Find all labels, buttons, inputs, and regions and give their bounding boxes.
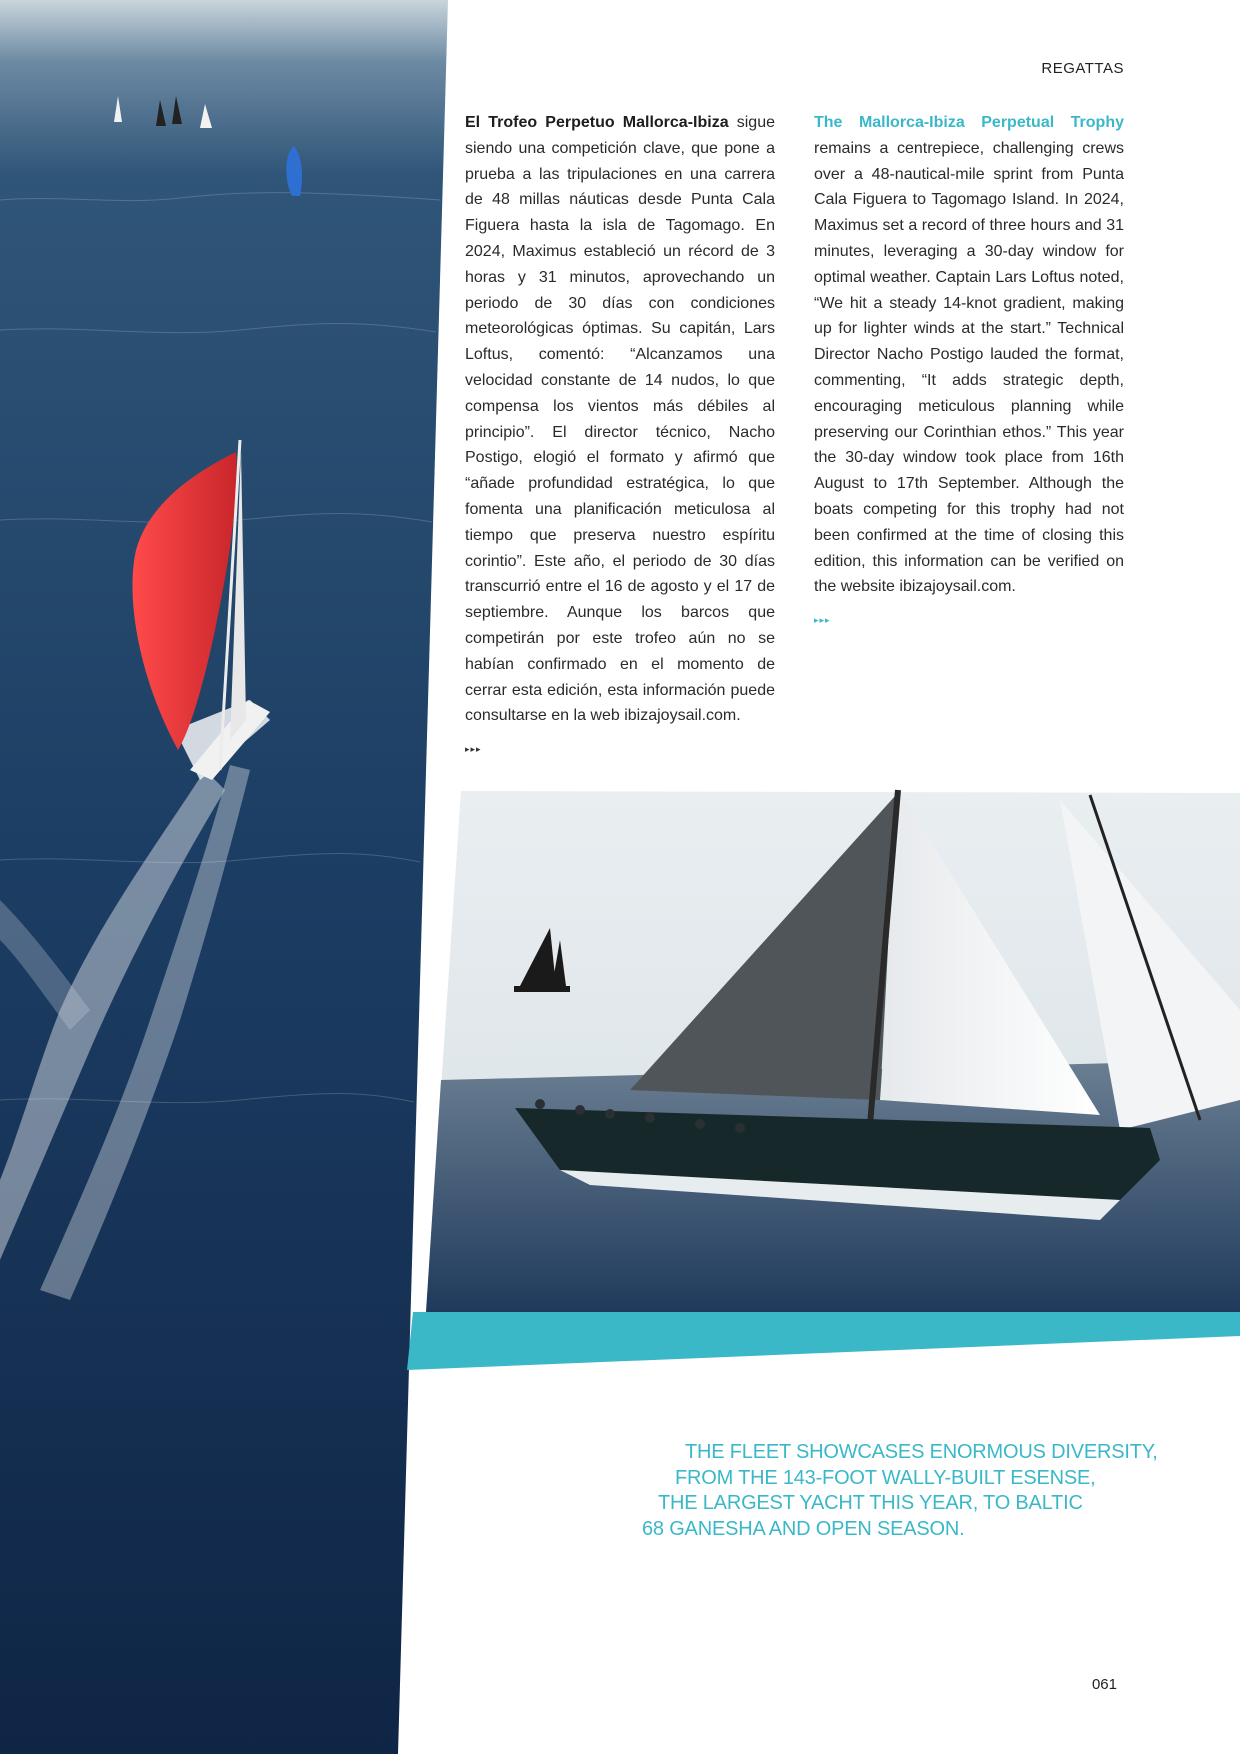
page-number: 061: [1091, 1676, 1117, 1693]
english-lead: The Mallorca-Ibiza Perpetual Trophy: [814, 114, 1124, 131]
article-column-spanish: [465, 110, 775, 763]
spanish-lead: El Trofeo Perpetuo Mallorca-Ibiza: [465, 114, 729, 131]
pull-quote-line: 68 GANESHA AND OPEN SEASON.: [642, 1517, 965, 1540]
article-column-english: [814, 110, 1124, 634]
pull-quote-line: THE LARGEST YACHT THIS YEAR, TO BALTIC: [658, 1492, 1083, 1515]
pull-quote: [640, 1440, 1158, 1542]
aerial-sea-photo: [0, 0, 448, 1754]
spanish-body: sigue siendo una competición clave, que pone a prueba a las tripulaciones en una carrera de 48 millas náuticas desde Punta Cala Figuera hasta la isla de Tagomago. En 2024, Maximus estableció un récord de 3 horas y 31 minutos, aprovechando un periodo de 30 días con condiciones meteorológicas óptimas. Su capitán, Lars Loftus, comentó: “Alcanzamos una velocidad constante de 14 nudos, lo que compensa los vientos más débiles al principio”. El director técnico, Nacho Postigo, elogió el formato y afirmó que “añade profundidad estratégica, lo que fomenta una planificación meticulosa al tiempo que preserva nuestro espíritu corintio”. Este año, el periodo de 30 días transcurrió entre el 16 de agosto y el 17 de septiembre. Aunque los barcos que competirán por este trofeo aún no se habían confirmado en el momento de cerrar esta edición, esta información puede consultarse en la web ibizajoysail.com.: [465, 114, 775, 725]
pull-quote-line: FROM THE 143-FOOT WALLY-BUILT ESENSE,: [675, 1466, 1096, 1489]
yacht-race-photo: [426, 790, 1240, 1312]
teal-band: [407, 1312, 1240, 1370]
english-body: remains a centrepiece, challenging crews over a 48-nautical-mile sprint from Punta Cala Figuera to Tagomago Island. In 2024, Maximus set a record of three hours and 31 minutes, leveraging a 30-day window for optimal weather. Captain Lars Loftus noted, “We hit a steady 14-knot gradient, making up for lighter winds at the start.” Technical Director Nacho Postigo lauded the format, commenting, “It adds strategic depth, encouraging meticulous planning while preserving our Corinthian ethos.” This year the 30-day window took place from 16th August to 17th September. Although the boats competing for this trophy had not been confirmed at the time of closing this edition, this information can be verified on the website ibizajoysail.com.: [814, 139, 1124, 596]
section-label: REGATTAS: [1041, 60, 1124, 77]
continue-arrows-en: ▸▸▸: [814, 615, 831, 626]
continue-arrows-es: ▸▸▸: [465, 744, 482, 755]
pull-quote-line: THE FLEET SHOWCASES ENORMOUS DIVERSITY,: [685, 1441, 1158, 1463]
